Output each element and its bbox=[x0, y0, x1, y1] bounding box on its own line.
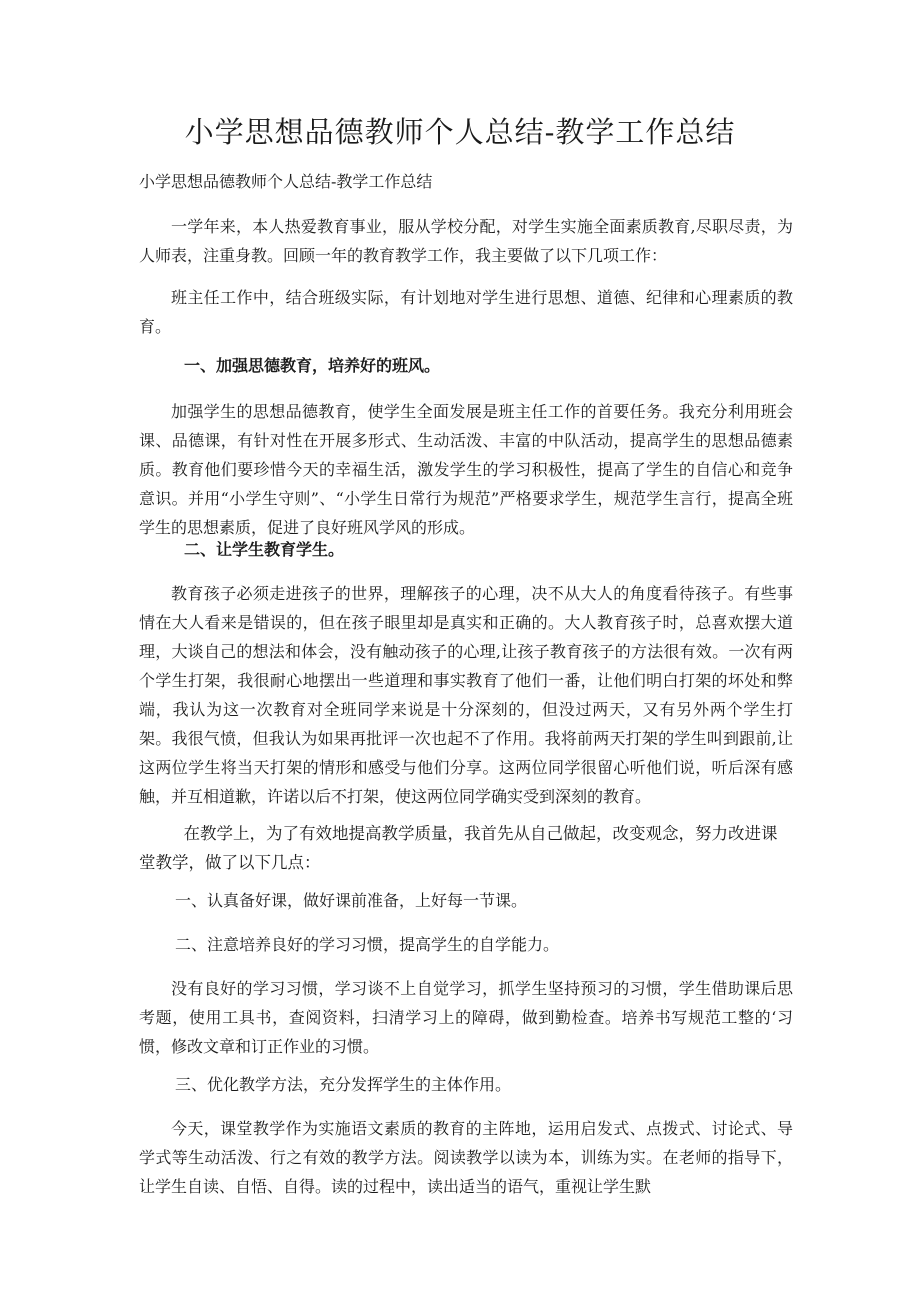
teaching-heading: 在教学上，为了有效地提高教学质量，我首先从自己做起，改变观念，努力改进课堂教学，做了以下几点： bbox=[139, 824, 778, 872]
section-heading-2: 二、让学生教育学生。 bbox=[184, 540, 345, 559]
teaching-point-2-paragraph: 没有良好的学习习惯，学习谈不上自觉学习，抓学生坚持预习的习惯，学生借助课后思考题，使用工具书，查阅资料，扫清学习上的障碍，做到勤检查。培养书写规范工整的‘习惯，修改文章和订正作业的习惯。 bbox=[139, 979, 793, 1056]
document-subtitle: 小学思想品德教师个人总结-教学工作总结 bbox=[139, 172, 433, 191]
section-heading-1: 一、加强思德教育，培养好的班风。 bbox=[184, 356, 441, 375]
section-2-paragraph: 教育孩子必须走进孩子的世界，理解孩子的心理，决不从大人的角度看待孩子。有些事情在大人看来是错误的，但在孩子眼里却是真实和正确的。大人教育孩子时，总喜欢摆大道理，大谈自己的想法和体会，没有触动孩子的心理,让孩子教育孩子的方法很有效。一次有两个学生打架，我很耐心地摆出一些道理和事实教育了他们一番，让他们明白打架的坏处和弊端，我认为这一次教育对全班同学来说是十分深刻的，但没过两天，又有另外两个学生打架。我很气愤，但我认为如果再批评一次也起不了作用。我将前两天打架的学生叫到跟前,让这两位学生将当天打架的情形和感受与他们分享。这两位同学很留心听他们说，听后深有感触，并互相道歉，许诺以后不打架，使这两位同学确实受到深刻的教育。 bbox=[139, 584, 793, 806]
teaching-point-1: 一、认真备好课，做好课前准备，上好每一节课。 bbox=[175, 891, 528, 910]
teaching-point-2: 二、注意培养良好的学习习惯，提高学生的自学能力。 bbox=[175, 935, 560, 954]
teaching-point-3-paragraph: 今天，课堂教学作为实施语文素质的教育的主阵地，运用启发式、点拨式、讨论式、导学式等生动活泼、行之有效的教学方法。阅读教学以读为本，训练为实。在老师的指导下，让学生自读、自悟、自得。读的过程中，读出适当的语气，重视让学生默 bbox=[139, 1119, 793, 1196]
document-title: 小学思想品德教师个人总结-教学工作总结 bbox=[184, 115, 736, 149]
intro-paragraph: 一学年来，本人热爱教育事业，服从学校分配，对学生实施全面素质教育,尽职尽责，为人师表，注重身教。回顾一年的教育教学工作，我主要做了以下几项工作： bbox=[139, 217, 793, 265]
class-work-paragraph: 班主任工作中，结合班级实际，有计划地对学生进行思想、道德、纪律和心理素质的教育。 bbox=[139, 288, 793, 336]
teaching-point-3: 三、优化教学方法，充分发挥学生的主体作用。 bbox=[175, 1075, 512, 1094]
section-1-paragraph: 加强学生的思想品德教育，使学生全面发展是班主任工作的首要任务。我充分利用班会课、品德课，有针对性在开展多形式、生动活泼、丰富的中队活动，提高学生的思想品德素质。教育他们要珍惜今天的幸福生活，激发学生的学习积极性，提高了学生的自信心和竞争意识。并用“小学生守则”、“小学生日常行为规范”严格要求学生，规范学生言行，提高全班学生的思想素质，促进了良好班风学风的形成。 bbox=[139, 402, 793, 537]
